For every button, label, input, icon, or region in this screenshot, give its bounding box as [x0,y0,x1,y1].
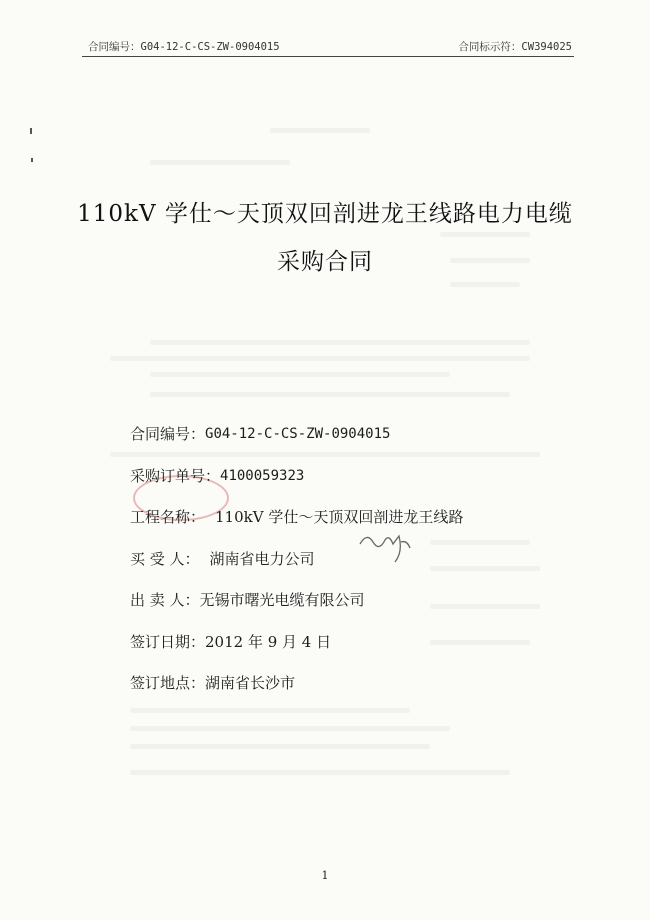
field-label: 出 卖 人： [130,591,200,609]
field-value: 110kV 学仕～天顶双回剖进龙王线路 [215,508,464,526]
page-header [88,37,572,55]
field-value: G04-12-C-CS-ZW-0904015 [205,426,391,442]
header-contract-mark: 合同标示符：CW394025 [458,41,572,53]
field-label: 工程名称： [130,508,206,526]
header-contract-number: 合同编号：G04-12-C-CS-ZW-0904015 [88,41,280,53]
field-label: 合同编号： [130,425,206,443]
field-sign-location [130,673,550,715]
field-value: 2012 年 9 月 4 日 [205,632,332,651]
page-number: 1 [321,869,329,882]
field-value: 湖南省电力公司 [209,549,315,568]
scan-speck [31,158,33,162]
field-value: 湖南省长沙市 [205,674,296,692]
field-sign-date [130,632,550,674]
field-contract-number [130,424,550,466]
header-divider [82,56,574,57]
field-label: 买 受 人： [130,549,200,568]
field-label: 采购订单号： [130,466,221,485]
contract-title-line-2: 采购合同 [277,249,373,275]
contract-info-list [130,424,550,715]
field-value: 无锡市曙光电缆有限公司 [199,591,365,609]
scan-speck [30,128,32,134]
contract-title-line-1: 110kV 学仕～天顶双回剖进龙王线路电力电缆 [77,201,573,227]
field-purchase-order [130,466,550,508]
field-buyer [130,549,550,591]
field-label: 签订地点： [130,674,206,692]
field-project-name [130,507,550,549]
field-label: 签订日期： [130,632,206,651]
field-seller [130,590,550,632]
field-value: 4100059323 [220,467,305,484]
